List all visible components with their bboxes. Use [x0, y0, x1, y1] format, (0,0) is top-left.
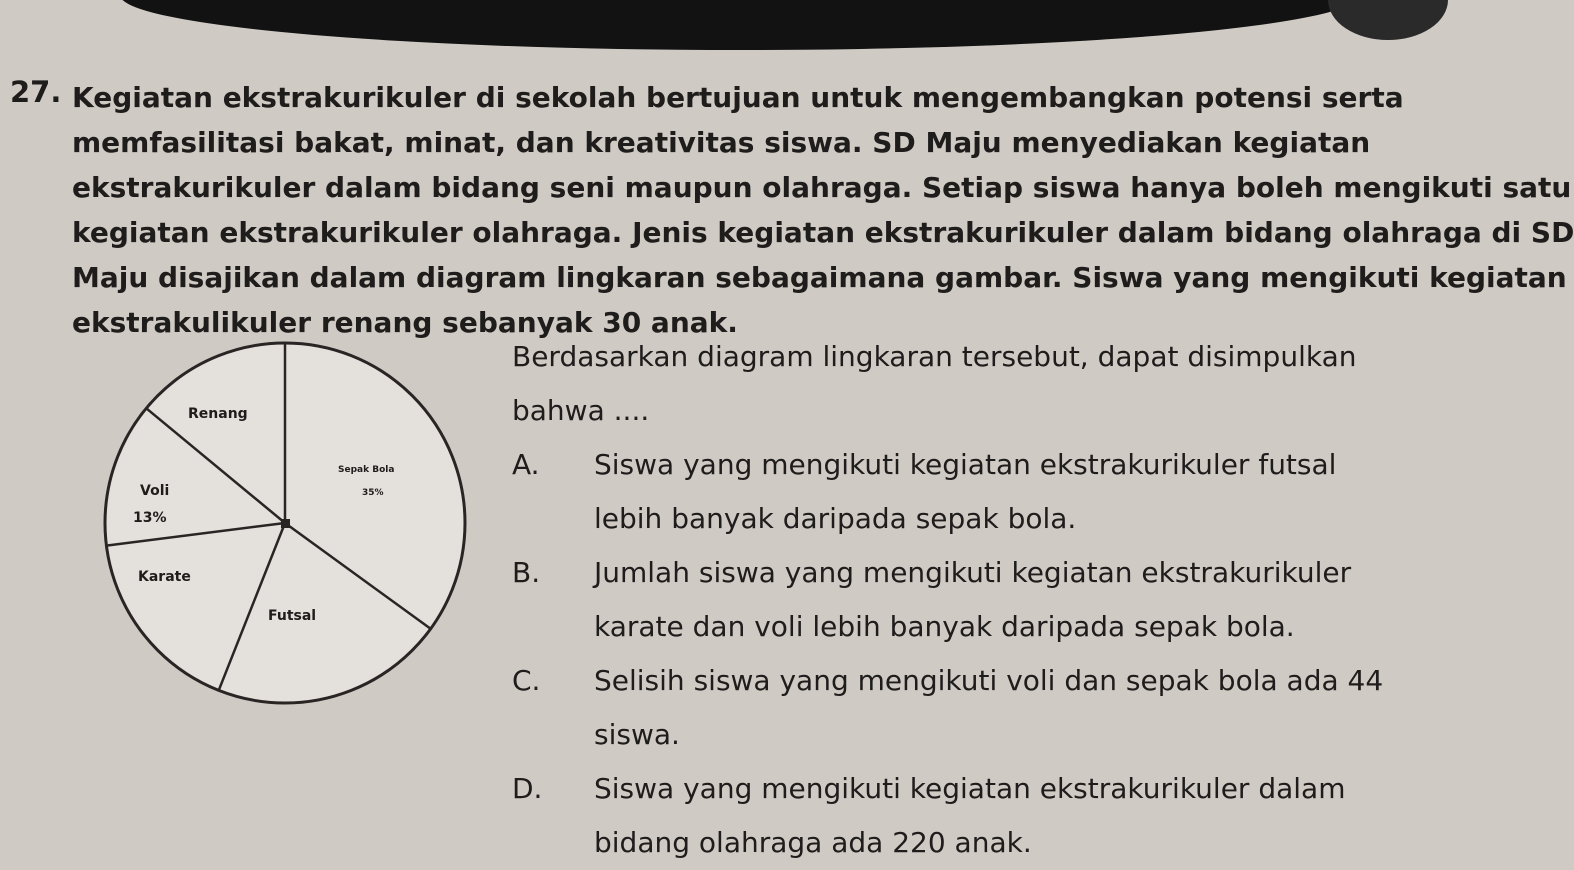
paragraph-line: Maju disajikan dalam diagram lingkaran sebagaimana gambar. Siswa yang mengikuti kegiatan — [72, 261, 1567, 294]
question-paragraph — [72, 75, 1574, 345]
pie-chart-svg — [100, 335, 480, 715]
option-text — [594, 762, 1372, 870]
pie-label-renang: Renang — [188, 406, 248, 422]
option-d[interactable] — [512, 762, 1372, 870]
option-letter: C. — [512, 664, 541, 697]
pie-center-mark — [281, 519, 290, 528]
question-number: 27. — [10, 75, 62, 109]
option-line: bidang olahraga ada 220 anak. — [594, 826, 1032, 859]
top-edge-shadow — [120, 0, 1360, 50]
option-letter: B. — [512, 556, 541, 589]
pie-label-karate: Karate — [138, 569, 191, 585]
pie-label-sepak-bola: Sepak Bola — [338, 465, 395, 475]
pie-label-futsal: Futsal — [268, 608, 317, 624]
option-c[interactable] — [512, 654, 1384, 762]
pie-value-sepak-bola: 35% — [362, 488, 384, 498]
paragraph-line: ekstrakurikuler dalam bidang seni maupun olahraga. Setiap siswa hanya boleh mengikuti satu — [72, 171, 1572, 204]
option-text — [594, 654, 1384, 762]
option-a[interactable] — [512, 438, 1372, 546]
question-prompt-line: Berdasarkan diagram lingkaran tersebut, dapat disimpulkan — [512, 340, 1357, 373]
option-line: lebih banyak daripada sepak bola. — [594, 502, 1077, 535]
pie-label-voli: Voli — [140, 483, 170, 499]
pie-value-voli: 13% — [133, 510, 167, 526]
option-line: siswa. — [594, 718, 680, 751]
question-prompt-line: bahwa .... — [512, 394, 650, 427]
option-line: Siswa yang mengikuti kegiatan ekstrakurikuler futsal — [594, 448, 1337, 481]
top-right-shadow — [1328, 0, 1448, 40]
option-text — [594, 438, 1372, 546]
answer-section — [512, 330, 1384, 870]
option-line: Selisih siswa yang mengikuti voli dan sepak bola ada 44 — [594, 664, 1384, 697]
paragraph-line: Kegiatan ekstrakurikuler di sekolah bertujuan untuk mengembangkan potensi serta — [72, 81, 1404, 114]
option-line: Siswa yang mengikuti kegiatan ekstrakurikuler dalam — [594, 772, 1346, 805]
paragraph-line: ekstrakulikuler renang sebanyak 30 anak. — [72, 306, 738, 339]
paragraph-line: kegiatan ekstrakurikuler olahraga. Jenis kegiatan ekstrakurikuler dalam bidang olahraga di SD — [72, 216, 1574, 249]
option-letter: D. — [512, 772, 543, 805]
option-line: Jumlah siswa yang mengikuti kegiatan ekstrakurikuler — [594, 556, 1352, 589]
option-letter: A. — [512, 448, 540, 481]
option-b[interactable] — [512, 546, 1372, 654]
paragraph-line: memfasilitasi bakat, minat, dan kreativitas siswa. SD Maju menyediakan kegiatan — [72, 126, 1371, 159]
option-text — [594, 546, 1372, 654]
pie-chart — [100, 335, 480, 715]
option-line: karate dan voli lebih banyak daripada sepak bola. — [594, 610, 1295, 643]
